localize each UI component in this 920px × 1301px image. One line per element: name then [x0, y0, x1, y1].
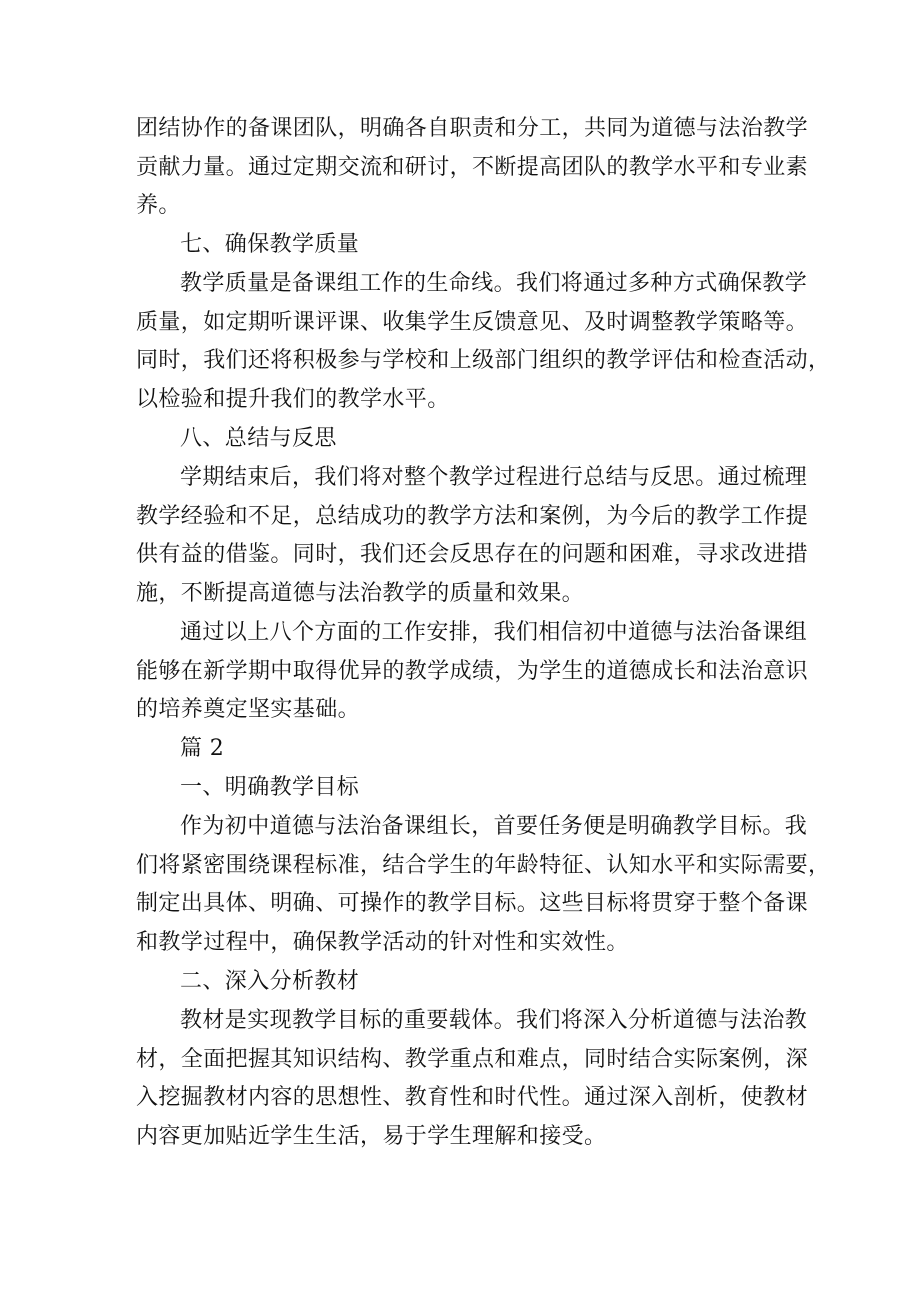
text-line: 教学经验和不足，总结成功的教学方法和案例，为今后的教学工作提	[136, 503, 809, 529]
text-line: 制定出具体、明确、可操作的教学目标。这些目标将贯穿于整个备课	[136, 891, 809, 917]
text-line: 贡献力量。通过定期交流和研讨，不断提高团队的教学水平和专业素	[136, 154, 809, 180]
text-line: 材，全面把握其知识结构、教学重点和难点，同时结合实际案例，深	[136, 1046, 809, 1072]
text-line: 通过以上八个方面的工作安排，我们相信初中道德与法治备课组	[180, 620, 808, 645]
paragraph-textbook	[136, 1002, 809, 1156]
text-line: 作为初中道德与法治备课组长，首要任务便是明确教学目标。我	[180, 814, 808, 839]
text-line: 养。	[136, 193, 181, 219]
text-line: 同时，我们还将积极参与学校和上级部门组织的教学评估和检查活动，	[136, 348, 831, 374]
text-line: 以检验和提升我们的教学水平。	[136, 386, 450, 412]
text-line: 团结协作的备课团队，明确各自职责和分工，共同为道德与法治教学	[136, 116, 809, 141]
text-line: 入挖掘教材内容的思想性、教育性和时代性。通过深入剖析，使教材	[136, 1085, 809, 1111]
section-heading-1: 一、明确教学目标	[180, 775, 360, 800]
text-line: 学期结束后，我们将对整个教学过程进行总结与反思。通过梳理	[180, 465, 808, 490]
paragraph-conclusion	[136, 614, 809, 730]
paragraph-quality	[136, 265, 831, 419]
text-line: 质量，如定期听课评课、收集学生反馈意见、及时调整教学策略等。	[136, 309, 809, 335]
paragraph-goals	[136, 808, 831, 962]
text-line: 施，不断提高道德与法治教学的质量和效果。	[136, 580, 585, 606]
text-line: 内容更加贴近学生生活，易于学生理解和接受。	[136, 1123, 607, 1149]
paragraph-team	[136, 110, 809, 226]
text-line: 们将紧密围绕课程标准，结合学生的年龄特征、认知水平和实际需要，	[136, 852, 831, 878]
text-line: 教材是实现教学目标的重要载体。我们将深入分析道德与法治教	[180, 1008, 808, 1033]
paragraph-reflection	[136, 459, 809, 613]
text-line: 的培养奠定坚实基础。	[136, 697, 361, 723]
section-heading-7: 七、确保教学质量	[180, 232, 360, 257]
text-line: 供有益的借鉴。同时，我们还会反思存在的问题和困难，寻求改进措	[136, 542, 809, 568]
part-heading: 篇 2	[180, 736, 225, 761]
text-line: 和教学过程中，确保教学活动的针对性和实效性。	[136, 929, 629, 955]
text-line: 教学质量是备课组工作的生命线。我们将通过多种方式确保教学	[180, 271, 808, 296]
section-heading-2: 二、深入分析教材	[180, 969, 360, 994]
section-heading-8: 八、总结与反思	[180, 426, 337, 451]
text-line: 能够在新学期中取得优异的教学成绩，为学生的道德成长和法治意识	[136, 658, 809, 684]
